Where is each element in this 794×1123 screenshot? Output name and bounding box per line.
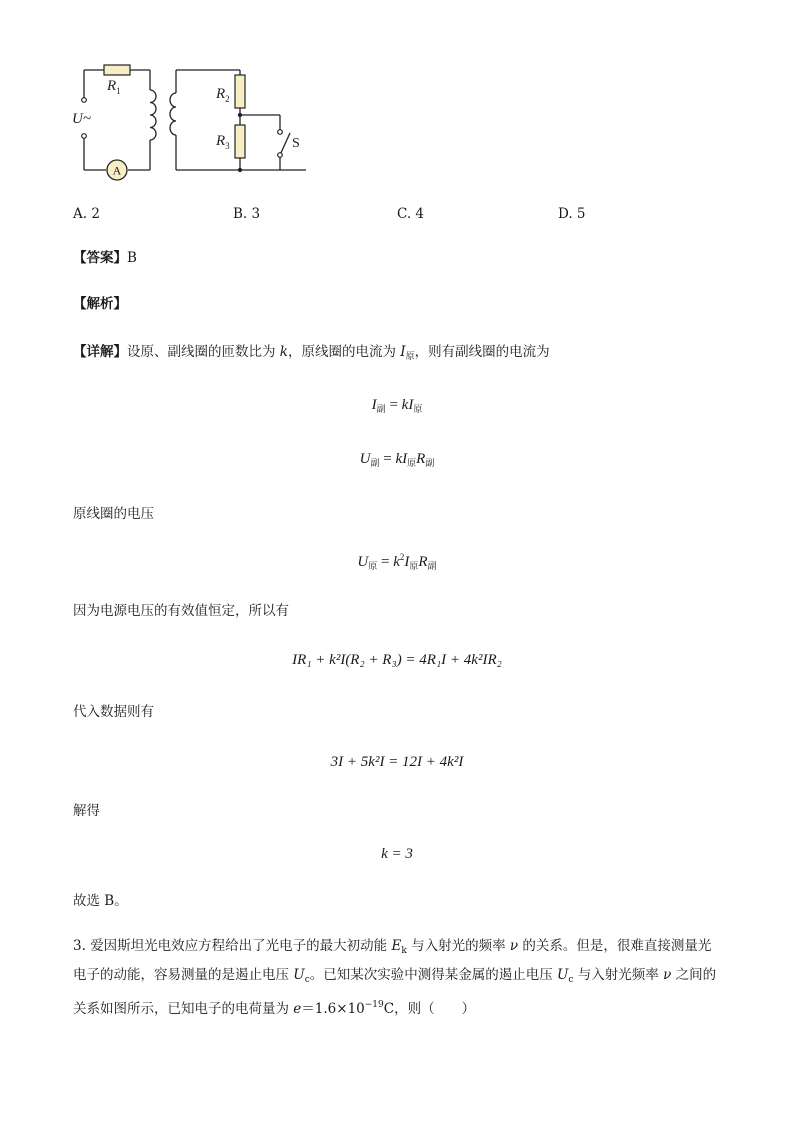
eq2-R: R xyxy=(416,451,426,467)
q3-line3-a: 关系如图所示，已知电子的电荷量为 xyxy=(73,1001,294,1017)
option-b[interactable]: B. 3 xyxy=(233,206,261,222)
equation-2 xyxy=(0,451,794,469)
q3-Ek-sub: k xyxy=(401,946,407,956)
eq2-equals: = xyxy=(379,451,396,467)
r3-label: R xyxy=(216,133,226,149)
solve-line: 解得 xyxy=(73,803,100,819)
detail-text-b: ，原线圈的电流为 xyxy=(287,344,401,360)
q3-line-1 xyxy=(73,937,711,960)
eq3-k-sup: 2 xyxy=(399,552,405,562)
q3-Uc-2: U xyxy=(557,967,569,983)
eq3-lhs-sub: 原 xyxy=(368,561,378,571)
eq3-k: k xyxy=(393,554,400,570)
equation-3 xyxy=(0,552,794,572)
q3-line2-b: 。已知某次实验中测得某金属的遏止电压 xyxy=(309,967,558,983)
detail-tag: 【详解】 xyxy=(73,344,127,360)
eq3-equals: = xyxy=(377,554,394,570)
q3-line-3 xyxy=(73,996,475,1018)
detail-k: k xyxy=(279,344,288,360)
q3-line1-b: 与入射光的频率 xyxy=(406,938,510,954)
eq1-lhs-sub: 副 xyxy=(376,404,386,414)
eq2-lhs-sub: 副 xyxy=(370,458,380,468)
q3-Uc-2-sub: c xyxy=(568,975,574,985)
answer-value: B xyxy=(127,250,137,266)
eq1-lhs: I xyxy=(371,397,377,413)
detail-text-c: ，则有副线圈的电流为 xyxy=(414,344,550,360)
q3-line3-b: ＝1.6×10 xyxy=(301,1001,365,1017)
option-c[interactable]: C. 4 xyxy=(397,206,425,222)
option-a[interactable]: A. 2 xyxy=(73,206,100,222)
answer-tag: 【答案】 xyxy=(73,250,127,266)
q3-line1-a: 爱因斯坦光电效应方程给出了光电子的最大初动能 xyxy=(90,938,392,954)
detail-I: I xyxy=(400,344,406,360)
answer-line xyxy=(73,249,137,267)
primary-voltage-line: 原线圈的电压 xyxy=(73,506,154,522)
analysis-tag: 【解析】 xyxy=(73,296,127,312)
svg-text:R2 xyxy=(215,86,230,104)
substitute-line: 代入数据则有 xyxy=(73,704,154,720)
r3-subscript: 3 xyxy=(225,141,230,151)
detail-line xyxy=(73,343,550,366)
constant-voltage-line: 因为电源电压的有效值恒定，所以有 xyxy=(73,603,289,619)
q3-nu: ν xyxy=(509,938,519,954)
choose-line: 故选 B。 xyxy=(73,893,128,909)
transformer-circuit-diagram xyxy=(66,60,316,190)
eq3-I: I xyxy=(404,554,410,570)
eq2-lhs: U xyxy=(359,451,371,467)
equation-4: IR₁ + k²I(R₂ + R₃) = 4R₁I + 4k²IR₂ xyxy=(292,652,502,668)
eq1-rhs-sub: 原 xyxy=(413,404,423,414)
eq3-R: R xyxy=(418,554,428,570)
q3-line2-c: 与入射光频率 xyxy=(573,967,664,983)
q3-number: 3. xyxy=(73,938,86,954)
eq3-lhs: U xyxy=(357,554,369,570)
eq3-I-sub: 原 xyxy=(409,561,419,571)
q3-line-2 xyxy=(73,966,716,989)
ammeter-label: A xyxy=(112,163,122,178)
q3-nu-2: ν xyxy=(663,967,672,983)
detail-text-a: 设原、副线圈的匝数比为 xyxy=(127,344,280,360)
q3-Ek: E xyxy=(391,938,402,954)
eq2-R-sub: 副 xyxy=(425,458,435,468)
switch-label: S xyxy=(292,136,300,151)
equation-1 xyxy=(0,397,794,415)
q3-line2-a: 电子的动能，容易测量的是遏止电压 xyxy=(73,967,294,983)
eq1-equals: = xyxy=(385,397,402,413)
r1-label: R xyxy=(107,78,117,94)
q3-exponent: −19 xyxy=(364,1000,384,1010)
svg-text:R3 xyxy=(215,133,230,151)
q3-line2-d: 之间的 xyxy=(671,967,717,983)
q3-e: e xyxy=(293,1001,302,1017)
svg-text:R1 xyxy=(106,78,121,96)
q3-line3-c: C，则（ ） xyxy=(383,1001,476,1017)
r1-subscript: 1 xyxy=(116,86,121,96)
q3-line1-c: 的关系。但是，很难直接测量光 xyxy=(518,938,712,954)
equation-5: 3I + 5k²I = 12I + 4k²I xyxy=(330,754,464,770)
eq3-R-sub: 副 xyxy=(427,561,437,571)
source-label: U~ xyxy=(72,111,91,127)
eq2-kI-sub: 原 xyxy=(407,458,417,468)
q3-Uc: U xyxy=(293,967,305,983)
equation-6: k = 3 xyxy=(381,846,413,862)
option-d[interactable]: D. 5 xyxy=(558,206,586,222)
detail-I-sub: 原 xyxy=(405,352,415,362)
q3-Uc-sub: c xyxy=(304,975,310,985)
r2-label: R xyxy=(216,86,226,102)
eq2-kI: kI xyxy=(395,451,408,467)
eq1-rhs: kI xyxy=(401,397,414,413)
r2-subscript: 2 xyxy=(225,94,230,104)
